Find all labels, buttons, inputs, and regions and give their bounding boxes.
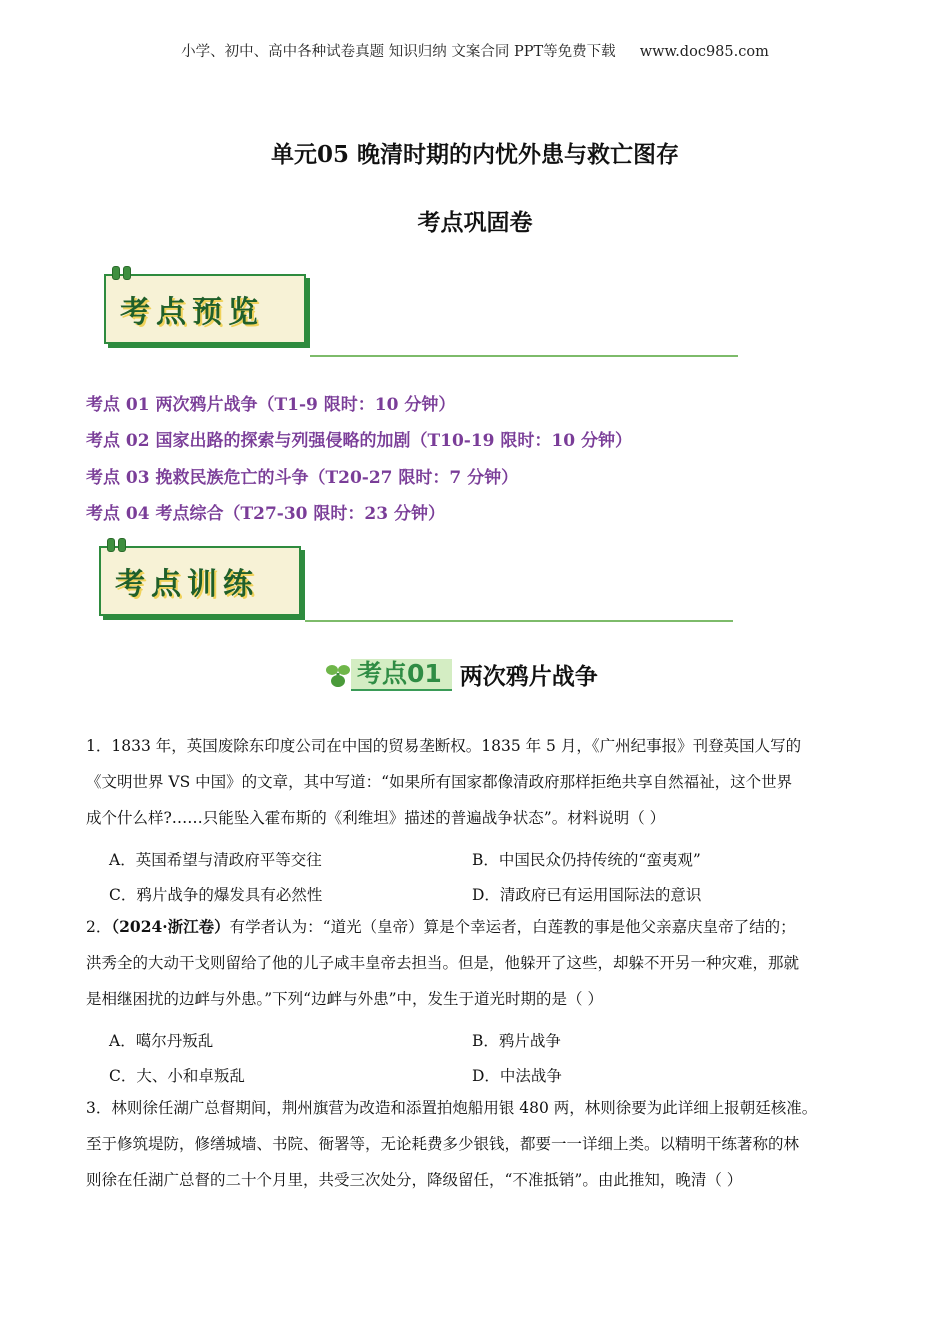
document-title: 单元05 晚清时期的内忧外患与救亡图存	[270, 141, 679, 168]
toc-item-3: 考点 03 挽救民族危亡的斗争（T20-27 限时：7 分钟）	[86, 468, 519, 488]
section-label-training: 考点训练	[115, 567, 259, 602]
toc-item-4: 考点 04 考点综合（T27-30 限时：23 分钟）	[86, 504, 446, 524]
question-text: 有学者认为：“道光（皇帝）算是个幸运者，白莲教的事是他父亲嘉庆皇帝了结的；	[229, 918, 796, 936]
question-line: 成个什么样?……只能坠入霍布斯的《利维坦》描述的普遍战争状态”。材料说明（ ）	[86, 809, 666, 827]
option-a[interactable]: A．英国希望与清政府平等交往	[109, 851, 322, 869]
question-line	[86, 909, 799, 945]
section-badge-training	[99, 546, 301, 616]
option-c[interactable]: C．大、小和卓叛乱	[109, 1067, 245, 1085]
toc-item-1: 考点 01 两次鸦片战争（T1-9 限时：10 分钟）	[86, 395, 456, 415]
section-rule-training	[305, 620, 733, 622]
question-number: 2．	[86, 918, 112, 936]
notebook-badge-icon	[107, 538, 126, 552]
header-text: 小学、初中、高中各种试卷真题 知识归纳 文案合同 PPT等免费下载	[181, 44, 616, 60]
header-url[interactable]: www.doc985.com	[639, 44, 769, 60]
question-line: 是相继困扰的边衅与外患。”下列“边衅与外患”中，发生于道光时期的是（ ）	[86, 990, 603, 1008]
document-subtitle: 考点巩固卷	[417, 209, 533, 236]
question-3	[86, 1090, 817, 1198]
option-a[interactable]: A．噶尔丹叛乱	[109, 1032, 214, 1050]
question-line: 3．林则徐任湖广总督期间，荆州旗营为改造和添置拍炮船用银 480 两，林则徐要为此详细上报朝廷核准。	[86, 1099, 818, 1117]
section-badge-preview	[104, 274, 306, 344]
question-line: 则徐在任湖广总督的二十个月里，共受三次处分，降级留任，“不准抵销”。由此推知，晚清（ ）	[86, 1171, 743, 1189]
option-b[interactable]: B．中国民众仍持传统的“蛮夷观”	[472, 851, 701, 869]
notebook-badge-icon	[112, 266, 131, 280]
question-line: 《文明世界 VS 中国》的文章，其中写道：“如果所有国家都像清政府那样拒绝共享自然福祉，这个世界	[86, 773, 793, 791]
option-d[interactable]: D．清政府已有运用国际法的意识	[472, 886, 702, 904]
question-2	[86, 909, 799, 1017]
option-d[interactable]: D．中法战争	[472, 1067, 562, 1085]
kaodian-label: 考点01	[351, 659, 452, 691]
question-line: 洪秀全的大动干戈则留给了他的儿子咸丰皇帝去担当。但是，他躲开了这些，却躲不开另一种灾难，那就	[86, 954, 800, 972]
option-c[interactable]: C．鸦片战争的爆发具有必然性	[109, 886, 323, 904]
question-line: 1．1833 年，英国废除东印度公司在中国的贸易垄断权。1835 年 5 月，《广州纪事报》刊登英国人写的	[86, 737, 802, 755]
kaodian-title: 两次鸦片战争	[459, 663, 598, 690]
option-b[interactable]: B．鸦片战争	[472, 1032, 561, 1050]
section-label-preview: 考点预览	[120, 295, 264, 330]
toc-item-2: 考点 02 国家出路的探索与列强侵略的加剧（T10-19 限时：10 分钟）	[86, 431, 633, 451]
kaodian-heading	[325, 658, 598, 691]
plant-icon	[325, 661, 351, 689]
question-1	[86, 728, 801, 836]
question-line: 至于修筑堤防，修缮城墙、书院、衙署等，无论耗费多少银钱，都要一一详细上类。以精明干练著称的林	[86, 1135, 800, 1153]
page-header	[0, 40, 950, 61]
question-source: （2024·浙江卷）	[111, 917, 230, 936]
section-rule-preview	[310, 355, 738, 357]
